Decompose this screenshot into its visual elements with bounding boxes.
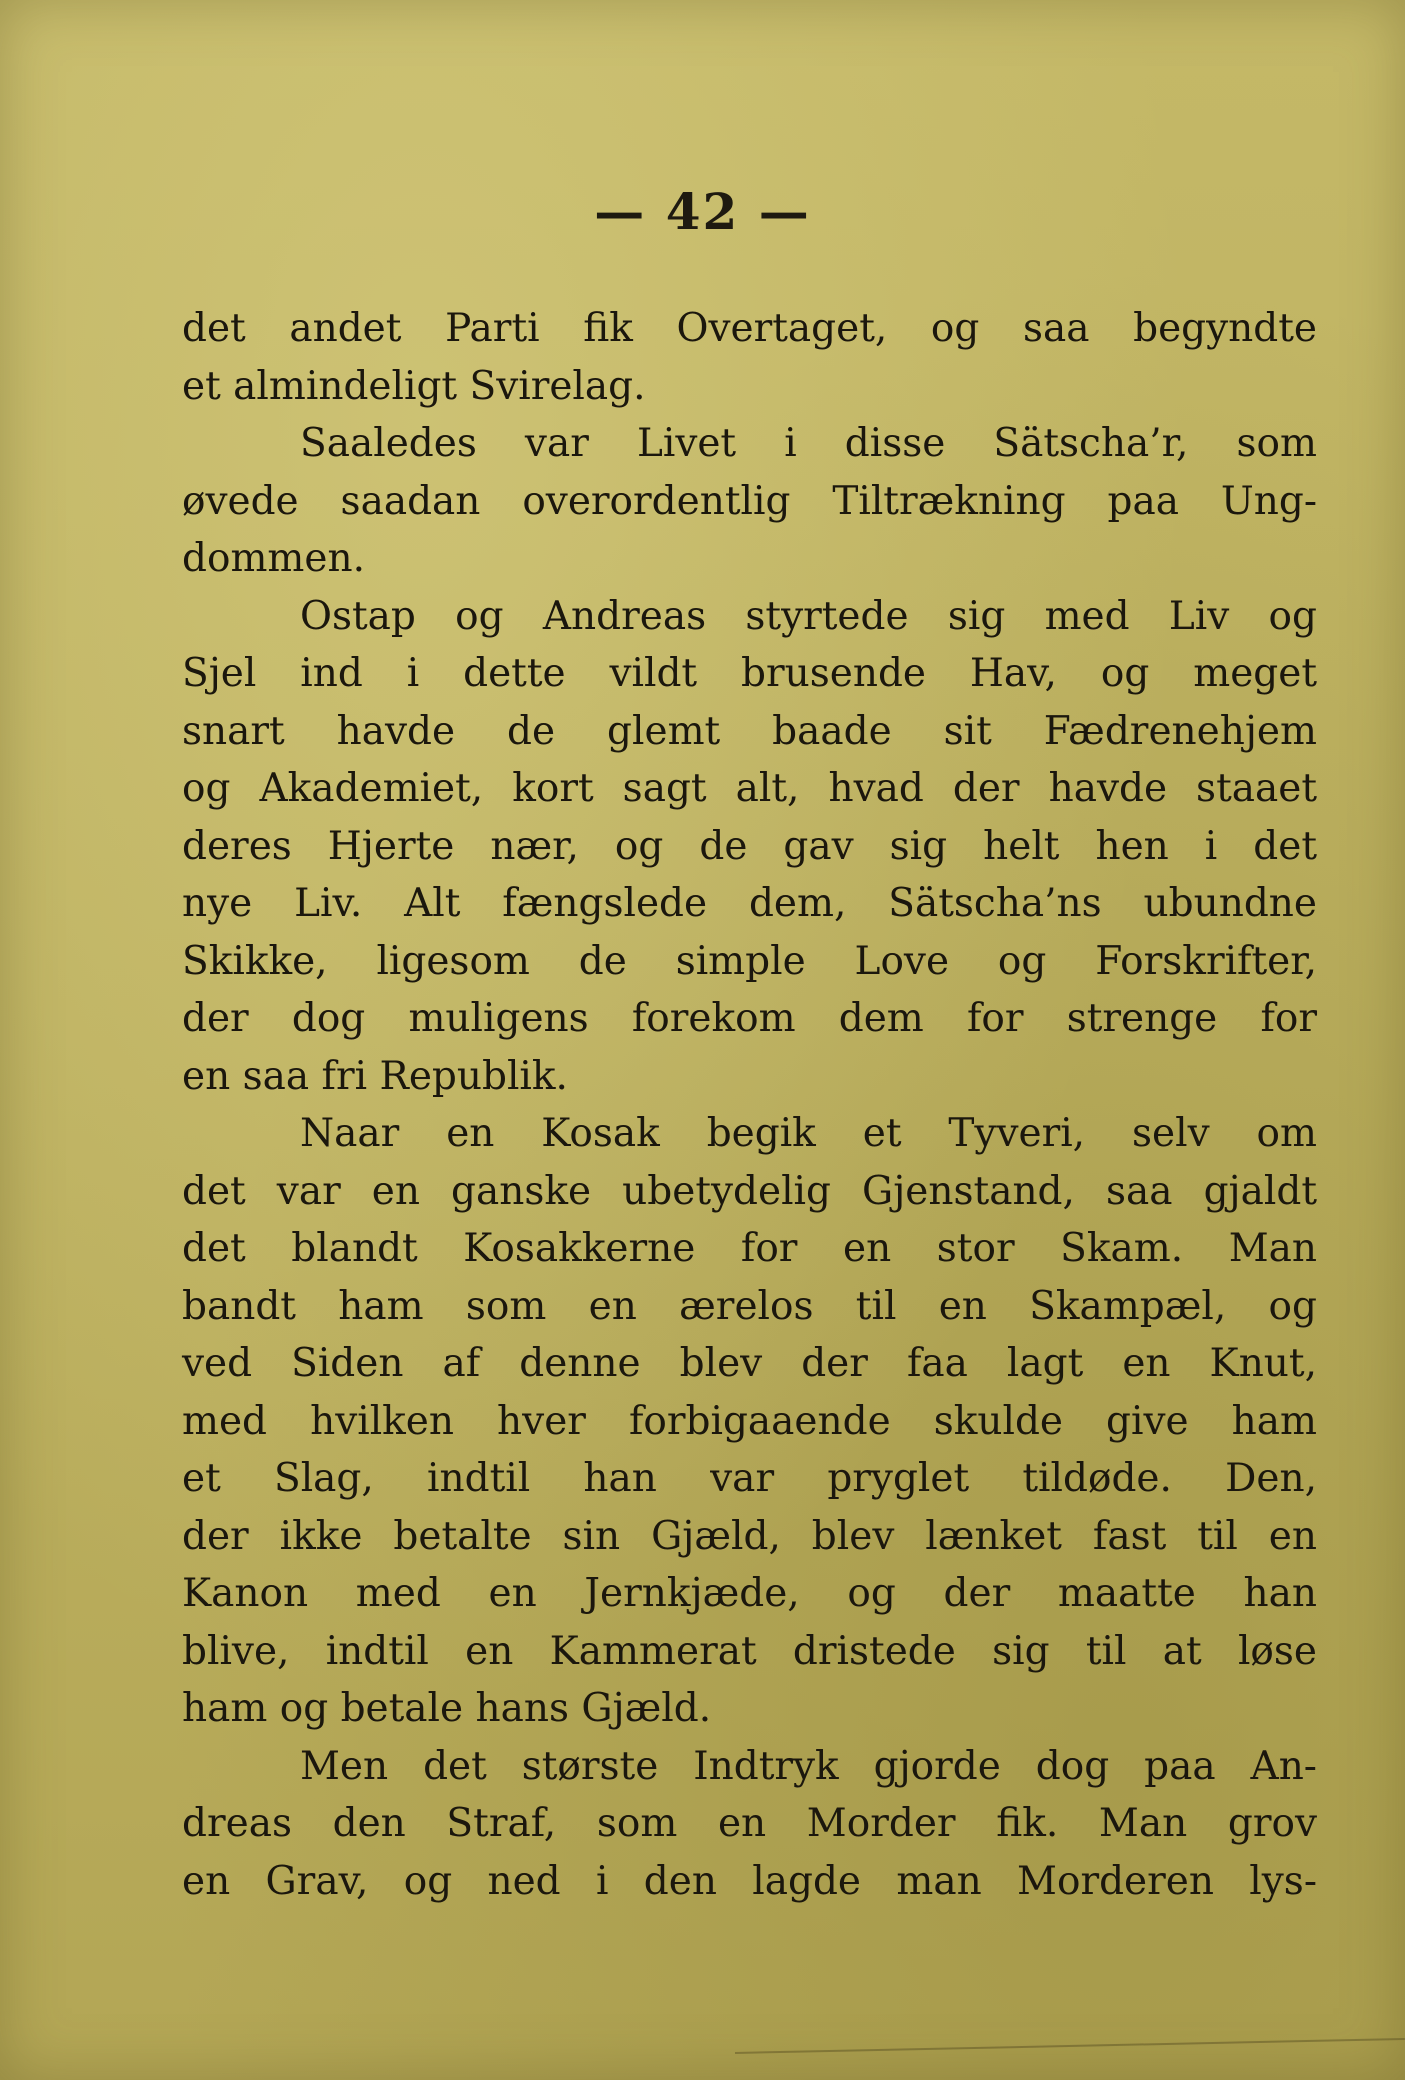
text-line: der ikke betalte sin Gjæld, blev lænket fast til en xyxy=(182,1513,1317,1559)
text-line: nye Liv. Alt fængslede dem, Sätscha’ns ubundne xyxy=(182,881,1317,926)
text-line: Kanon med en Jernkjæde, og der maatte han xyxy=(182,1571,1317,1616)
text-line: med hvilken hver forbigaaende skulde give ham xyxy=(182,1398,1317,1444)
text-line: øvede saadan overordentlig Tiltrækning paa Ung- xyxy=(182,478,1317,524)
text-line: og Akademiet, kort sagt alt, hvad der havde staaet xyxy=(182,766,1317,811)
text-line: dreas den Straf, som en Morder fik. Man grov xyxy=(182,1801,1317,1846)
text-line: blive, indtil en Kammerat dristede sig til at løse xyxy=(182,1628,1317,1674)
text-line: Saaledes var Livet i disse Sätscha’r, som xyxy=(300,421,1317,466)
text-line: bandt ham som en ærelos til en Skampæl, og xyxy=(182,1283,1317,1329)
text-line: Skikke, ligesom de simple Love og Forskrifter, xyxy=(182,938,1317,984)
text-line: et almindeligt Svirelag. xyxy=(182,363,646,409)
text-line: deres Hjerte nær, og de gav sig helt hen i det xyxy=(182,823,1317,869)
page-crease xyxy=(735,2038,1405,2054)
text-line: et Slag, indtil han var pryglet tildøde. Den, xyxy=(182,1456,1317,1501)
text-line: Naar en Kosak begik et Tyveri, selv om xyxy=(300,1111,1317,1156)
text-line: Men det største Indtryk gjorde dog paa An- xyxy=(300,1743,1317,1789)
text-line: en Grav, og ned i den lagde man Morderen lys- xyxy=(182,1858,1317,1904)
text-line: Ostap og Andreas styrtede sig med Liv og xyxy=(300,593,1317,639)
text-line: det blandt Kosakkerne for en stor Skam. Man xyxy=(182,1226,1317,1271)
text-line: dommen. xyxy=(182,536,366,581)
text-line: ved Siden af denne blev der faa lagt en Knut, xyxy=(182,1341,1317,1386)
text-line: snart havde de glemt baade sit Fædrenehjem xyxy=(182,708,1317,754)
text-line: det andet Parti fik Overtaget, og saa begyndte xyxy=(182,306,1317,351)
text-line: det var en ganske ubetydelig Gjenstand, saa gjaldt xyxy=(182,1168,1317,1214)
page-number: — 42 — xyxy=(594,182,811,241)
text-line: en saa fri Republik. xyxy=(182,1053,568,1099)
text-line: Sjel ind i dette vildt brusende Hav, og meget xyxy=(182,651,1317,696)
text-line: der dog muligens forekom dem for strenge for xyxy=(182,996,1317,1041)
text-line: ham og betale hans Gjæld. xyxy=(182,1686,712,1731)
body-text xyxy=(182,300,1317,1910)
